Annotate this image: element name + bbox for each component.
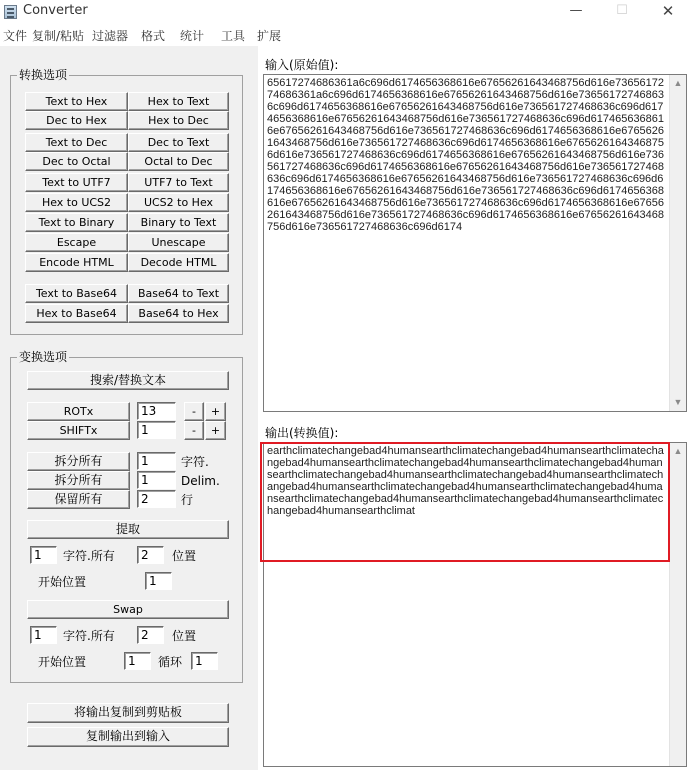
keep-all-unit: 行 — [181, 493, 194, 507]
close-icon[interactable]: ✕ — [661, 2, 675, 20]
base64-to-text-button[interactable]: Base64 to Text — [128, 284, 229, 303]
hex-to-base64-button[interactable]: Hex to Base64 — [25, 304, 128, 323]
text-to-binary-button[interactable]: Text to Binary — [25, 213, 128, 232]
hex-to-text-button[interactable]: Hex to Text — [128, 92, 229, 111]
rotx-plus-button[interactable]: + — [205, 402, 226, 421]
split-chars-field[interactable]: 1 — [137, 452, 176, 470]
swap-button[interactable]: Swap — [27, 600, 229, 619]
swap-loop-label: 循环 — [158, 655, 183, 669]
text-to-utf7-button[interactable]: Text to UTF7 — [25, 173, 128, 192]
dec-to-octal-button[interactable]: Dec to Octal — [25, 152, 128, 171]
split-delim-field[interactable]: 1 — [137, 471, 176, 489]
swap-start-field[interactable]: 1 — [124, 652, 151, 670]
start-pos-label: 开始位置 — [38, 575, 87, 589]
hex-to-dec-button[interactable]: Hex to Dec — [128, 111, 229, 130]
base64-to-hex-button[interactable]: Base64 to Hex — [128, 304, 229, 323]
shiftx-plus-button[interactable]: + — [205, 421, 226, 440]
output-text: earthclimatechangebad4humansearthclimatechangebad4humansearthclimatechangebad4humansearthclimatechangebad4humansearthclimatechangebad4humansearthclimatechangebad4humansearthclimatechangebad4humansearthclimatechangebad4humansearthclimatechangebad4humansearthclimatechangebad4humansearthclimatechangebad4humansearthclimatechangebad4humansearthclimatechangebad4humansearthclimat — [267, 445, 664, 517]
decode-html-button[interactable]: Decode HTML — [128, 253, 229, 272]
app-icon — [4, 5, 17, 19]
ucs2-to-hex-button[interactable]: UCS2 to Hex — [128, 193, 229, 212]
scroll-down-icon[interactable]: ▼ — [673, 397, 683, 407]
menu-bar — [0, 24, 690, 46]
input-text: 65617274686361a6c696d6174656368616e67656261643468756d616e7365617274686361a6c696d6174656368616e67656261643468756d616e736561727468636c696d6174656368616e67656261643468756d616e736561727468636c696d6174656368616e67656261643468756d616e736561727468636c696d6174656368616e67656261643468756d616e736561727468636c696d6174656368616e67656261643468756d616e736561727468636c696d6174656368616e67656261643468756d616e736561727468636c696d6174656368616e67656261643468756d616e736561727468636c696d6174656368616e67656261643468756d616e736561727468636c696d6174656368616e67656261643468756d616e736561727468636c696d6174656368616e67656261643468756d616e736561727468636c696d6174656368616e67656261643468756d616e736561727468636c696d6174656368616e67656261643468756d616e736561727468636c696d6174656368616e67656261643468756d616e736561727468636c696d6174 — [267, 77, 665, 233]
swap-loop-field[interactable]: 1 — [191, 652, 218, 670]
title-bar — [0, 0, 690, 24]
extract-pos-field[interactable]: 2 — [137, 546, 164, 564]
split-chars-unit: 字符. — [181, 455, 209, 469]
search-replace-button[interactable]: 搜索/替换文本 — [27, 371, 229, 390]
text-to-dec-button[interactable]: Text to Dec — [25, 133, 128, 152]
hex-to-ucs2-button[interactable]: Hex to UCS2 — [25, 193, 128, 212]
escape-button[interactable]: Escape — [25, 233, 128, 252]
rotx-button[interactable]: ROTx — [27, 402, 130, 421]
output-scrollbar[interactable] — [669, 443, 686, 766]
swap-pos-label: 位置 — [172, 629, 197, 643]
shiftx-minus-button[interactable]: - — [184, 421, 204, 440]
extract-button[interactable]: 提取 — [27, 520, 229, 539]
dec-to-text-button[interactable]: Dec to Text — [128, 133, 229, 152]
copy-output-to-input-button[interactable]: 复制输出到输入 — [27, 727, 229, 747]
split-delim-unit: Delim. — [181, 474, 220, 488]
shiftx-value-field[interactable]: 1 — [137, 421, 176, 439]
input-scrollbar[interactable] — [669, 75, 686, 411]
swap-pos-field[interactable]: 2 — [137, 626, 164, 644]
keep-all-field[interactable]: 2 — [137, 490, 176, 508]
unescape-button[interactable]: Unescape — [128, 233, 229, 252]
text-to-base64-button[interactable]: Text to Base64 — [25, 284, 128, 303]
input-label: 输入(原始值): — [265, 58, 339, 72]
menu-tools[interactable]: 工具 — [221, 29, 246, 43]
extract-every-label: 字符.所有 — [63, 549, 115, 563]
extract-count-field[interactable]: 1 — [30, 546, 57, 564]
output-highlight-box — [260, 442, 670, 562]
binary-to-text-button[interactable]: Binary to Text — [128, 213, 229, 232]
copy-to-clipboard-button[interactable]: 将输出复制到剪贴板 — [27, 703, 229, 723]
menu-copy-paste[interactable]: 复制/粘贴 — [32, 29, 85, 43]
window-title: Converter — [23, 3, 88, 18]
menu-file[interactable]: 文件 — [3, 29, 28, 43]
swap-every-label: 字符.所有 — [63, 629, 115, 643]
keep-all-button[interactable]: 保留所有 — [27, 490, 130, 509]
scroll-up-icon[interactable]: ▲ — [673, 446, 683, 456]
convert-options-title: 转换选项 — [19, 68, 68, 82]
rotx-minus-button[interactable]: - — [184, 402, 204, 421]
menu-filter[interactable]: 过滤器 — [92, 29, 129, 43]
encode-html-button[interactable]: Encode HTML — [25, 253, 128, 272]
scroll-up-icon[interactable]: ▲ — [673, 78, 683, 88]
input-textarea[interactable] — [263, 74, 687, 412]
output-label: 输出(转换值): — [265, 426, 339, 440]
menu-extend[interactable]: 扩展 — [257, 29, 282, 43]
split-delim-button[interactable]: 拆分所有 — [27, 471, 130, 490]
split-chars-button[interactable]: 拆分所有 — [27, 452, 130, 471]
extract-pos-label: 位置 — [172, 549, 197, 563]
swap-start-label: 开始位置 — [38, 655, 87, 669]
menu-format[interactable]: 格式 — [141, 29, 166, 43]
text-to-hex-button[interactable]: Text to Hex — [25, 92, 128, 111]
octal-to-dec-button[interactable]: Octal to Dec — [128, 152, 229, 171]
transform-options-title: 变换选项 — [19, 350, 68, 364]
dec-to-hex-button[interactable]: Dec to Hex — [25, 111, 128, 130]
start-pos-field[interactable]: 1 — [145, 572, 172, 590]
shiftx-button[interactable]: SHIFTx — [27, 421, 130, 440]
utf7-to-text-button[interactable]: UTF7 to Text — [128, 173, 229, 192]
rotx-value-field[interactable]: 13 — [137, 402, 176, 420]
swap-count-field[interactable]: 1 — [30, 626, 57, 644]
minimize-icon[interactable]: — — [569, 3, 583, 18]
maximize-icon[interactable]: ☐ — [616, 3, 628, 18]
menu-stats[interactable]: 统计 — [180, 29, 205, 43]
